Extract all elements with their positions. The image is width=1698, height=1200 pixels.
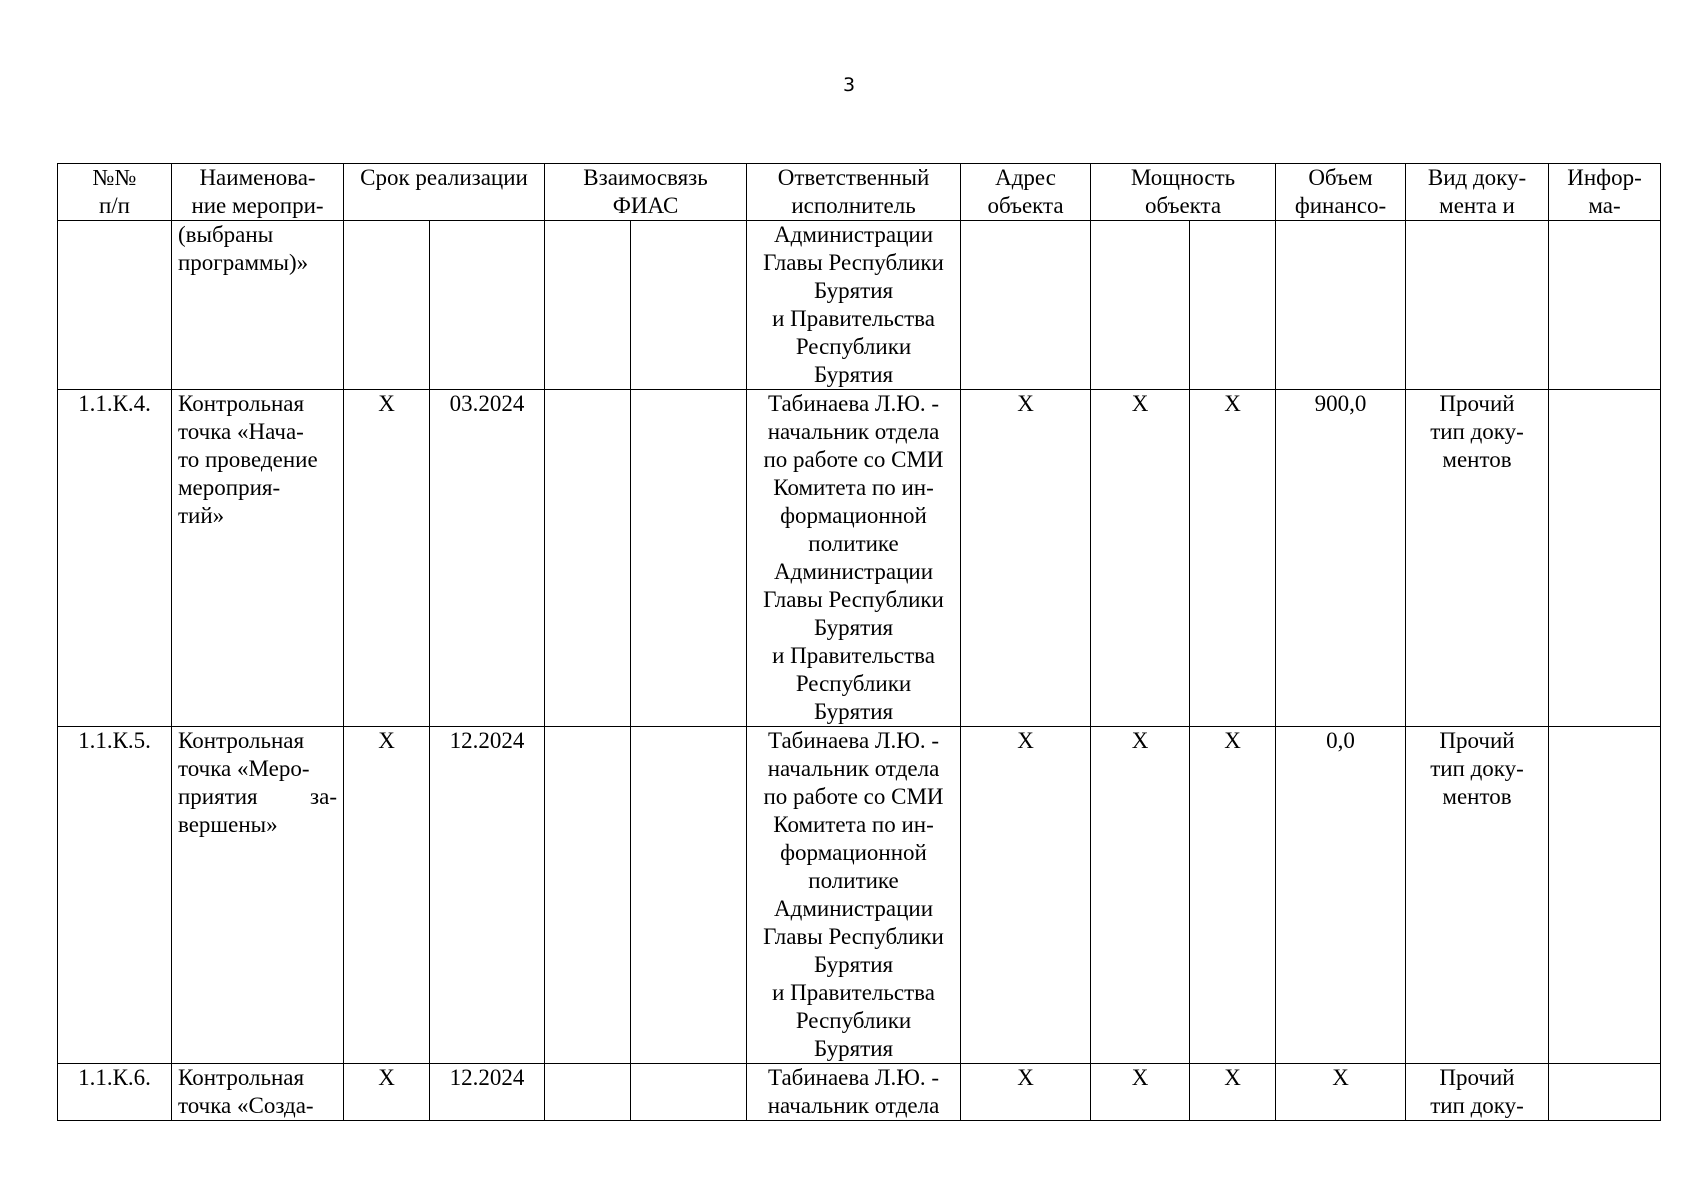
cell-term-start: Х	[344, 1064, 430, 1121]
cell-activity-name: Контрольная точка «Нача- то проведение мероприя- тий»	[172, 390, 344, 727]
implementation-plan-table	[57, 163, 1661, 1121]
cell-document-type	[1406, 221, 1549, 390]
header-object-address: Адрес объекта	[961, 164, 1091, 221]
cell-financing: Х	[1276, 1064, 1406, 1121]
cell-fias-a	[545, 221, 631, 390]
header-responsible: Ответственный исполнитель	[747, 164, 961, 221]
table-row	[58, 221, 1661, 390]
table-header-row	[58, 164, 1661, 221]
cell-term-end: 12.2024	[430, 727, 545, 1064]
cell-fias-b	[631, 727, 747, 1064]
header-document-type: Вид доку- мента и	[1406, 164, 1549, 221]
table-row	[58, 1064, 1661, 1121]
header-activity-name: Наименова- ние меропри-	[172, 164, 344, 221]
cell-information	[1549, 1064, 1661, 1121]
cell-term-end: 12.2024	[430, 1064, 545, 1121]
cell-number: 1.1.К.6.	[58, 1064, 172, 1121]
cell-fias-b	[631, 1064, 747, 1121]
cell-activity-name: Контрольная точка «Созда-	[172, 1064, 344, 1121]
cell-term-start: Х	[344, 390, 430, 727]
cell-address: Х	[961, 1064, 1091, 1121]
cell-activity-name: (выбраны программы)»	[172, 221, 344, 390]
cell-fias-b	[631, 390, 747, 727]
cell-responsible: Табинаева Л.Ю. - начальник отдела по работе со СМИ Комитета по ин- формационной политике Администрации Главы Республики Бурятия и Правительства Республики Бурятия	[747, 390, 961, 727]
cell-term-start: Х	[344, 727, 430, 1064]
cell-capacity-b	[1190, 221, 1276, 390]
cell-capacity-a: Х	[1091, 390, 1190, 727]
cell-address	[961, 221, 1091, 390]
cell-financing: 0,0	[1276, 727, 1406, 1064]
cell-responsible: Табинаева Л.Ю. - начальник отдела по работе со СМИ Комитета по ин- формационной политике Администрации Главы Республики Бурятия и Правительства Республики Бурятия	[747, 727, 961, 1064]
cell-fias-a	[545, 727, 631, 1064]
cell-address: Х	[961, 390, 1091, 727]
cell-term-end	[430, 221, 545, 390]
cell-number: 1.1.К.5.	[58, 727, 172, 1064]
cell-fias-a	[545, 1064, 631, 1121]
cell-information	[1549, 390, 1661, 727]
cell-capacity-b: Х	[1190, 390, 1276, 727]
cell-capacity-b: Х	[1190, 1064, 1276, 1121]
cell-financing	[1276, 221, 1406, 390]
cell-document-type: Прочий тип доку- ментов	[1406, 390, 1549, 727]
cell-information	[1549, 727, 1661, 1064]
header-information: Инфор- ма-	[1549, 164, 1661, 221]
cell-capacity-a: Х	[1091, 1064, 1190, 1121]
cell-fias-b	[631, 221, 747, 390]
cell-responsible: Табинаева Л.Ю. - начальник отдела	[747, 1064, 961, 1121]
table-row	[58, 390, 1661, 727]
header-financing-volume: Объем финансо-	[1276, 164, 1406, 221]
cell-information	[1549, 221, 1661, 390]
cell-term-start	[344, 221, 430, 390]
cell-capacity-a	[1091, 221, 1190, 390]
page-number: 3	[842, 74, 856, 96]
cell-capacity-a: Х	[1091, 727, 1190, 1064]
cell-term-end: 03.2024	[430, 390, 545, 727]
cell-financing: 900,0	[1276, 390, 1406, 727]
header-object-capacity: Мощность объекта	[1091, 164, 1276, 221]
header-number: №№ п/п	[58, 164, 172, 221]
cell-address: Х	[961, 727, 1091, 1064]
cell-document-type: Прочий тип доку- ментов	[1406, 727, 1549, 1064]
cell-document-type: Прочий тип доку-	[1406, 1064, 1549, 1121]
cell-capacity-b: Х	[1190, 727, 1276, 1064]
cell-fias-a	[545, 390, 631, 727]
cell-activity-name: Контрольная точка «Меро- приятия за- вершены»	[172, 727, 344, 1064]
cell-number: 1.1.К.4.	[58, 390, 172, 727]
cell-number	[58, 221, 172, 390]
header-fias-link: Взаимосвязь ФИАС	[545, 164, 747, 221]
cell-responsible: Администрации Главы Республики Бурятия и Правительства Республики Бурятия	[747, 221, 961, 390]
header-implementation-term: Срок реализации	[344, 164, 545, 221]
table-row	[58, 727, 1661, 1064]
